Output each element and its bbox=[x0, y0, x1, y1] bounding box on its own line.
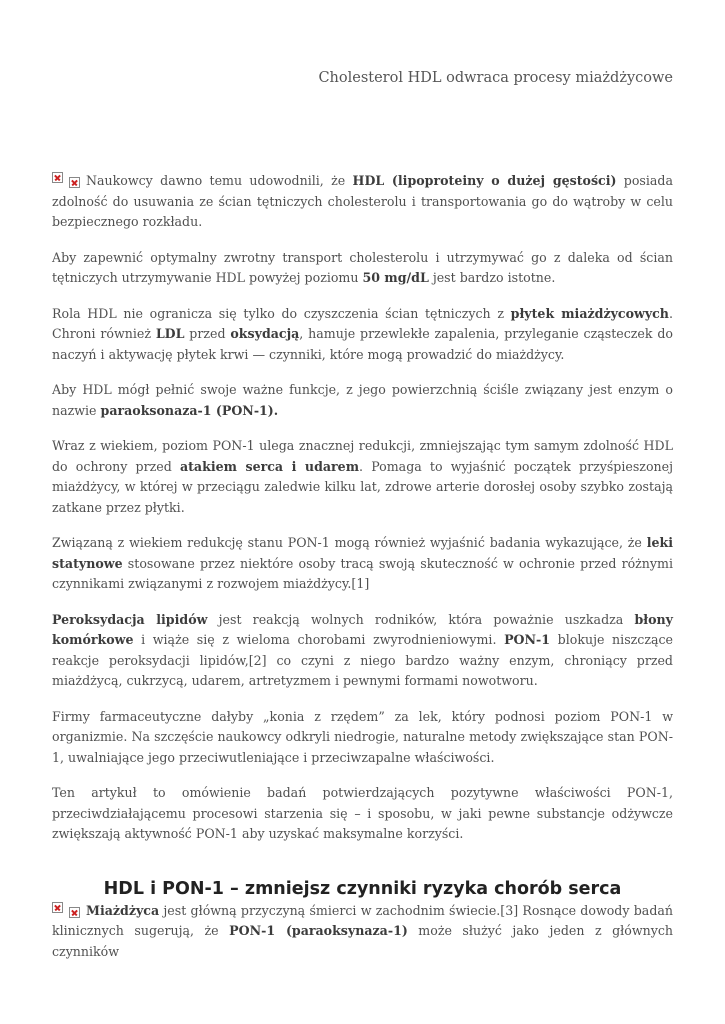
paragraph-article-summary: Ten artykuł to omówienie badań potwierdzających pozytywne właściwości PON-1, przeciwdziałającemu procesowi starzenia się – i sposobu, w jaki pewne substancje odżywcze zwiększają aktywność PON-1 aby uzyskać maksymalne korzyści. bbox=[52, 785, 673, 841]
paragraph-pon1-enzyme: Aby HDL mógł pełnić swoje ważne funkcje, z jego powierzchnią ściśle związany jest enzym o nazwie paraoksonaza-1 (PON-1). bbox=[52, 382, 673, 418]
page-header-title: Cholesterol HDL odwraca procesy miażdżycowe bbox=[318, 70, 673, 86]
paragraph-intro: Naukowcy dawno temu udowodnili, że HDL (lipoproteiny o dużej gęstości) posiada zdolność do usuwania ze ścian tętniczych cholesterolu i transportowania go do wątroby w celu bezpiecznego rozkładu. bbox=[52, 173, 673, 229]
paragraph-peroxidation: Peroksydacja lipidów jest reakcją wolnych rodników, która poważnie uszkadza błony komórkowe i wiąże się z wieloma chorobami zwyrodnieniowymi. PON-1 blokuje niszczące reakcje peroksydacji lipidów,[2] co czyni z niego bardzo ważny enzym, chroniący przed miażdżycą, cukrzycą, udarem, artretyzmem i pewnymi formami nowotworu. bbox=[52, 611, 673, 688]
broken-image-icon bbox=[52, 172, 63, 183]
broken-image-icon bbox=[69, 177, 80, 188]
broken-image-icon bbox=[52, 902, 63, 913]
paragraph-atherosclerosis: Miażdżyca jest główną przyczyną śmierci w zachodnim świecie.[3] Rosnące dowody badań klinicznych sugerują, że PON-1 (paraoksynaza-1) może służyć jako jeden z głównych czynników bbox=[52, 902, 674, 959]
article-body bbox=[52, 171, 673, 962]
paragraph-pon1-aging: Wraz z wiekiem, poziom PON-1 ulega znacznej redukcji, zmniejszając tym samym zdolność HDL do ochrony przed atakiem serca i udarem. Pomaga to wyjaśnić początek przyśpieszonej miażdżycy, w której w przeciągu zaledwie kilku lat, zdrowe arterie dorosłej osoby szybko zostają zatkane przez płytki. bbox=[52, 438, 673, 515]
broken-image-icon bbox=[69, 907, 80, 918]
paragraph-hdl-role: Rola HDL nie ogranicza się tylko do czyszczenia ścian tętniczych z płytek miażdżycowych. Chroni również LDL przed oksydacją, hamuje przewlekłe zapalenia, przyleganie cząsteczek do naczyń i aktywację płytek krwi — czynniki, które mogą prowadzić do miażdżycy. bbox=[52, 305, 673, 362]
paragraph-pharma: Firmy farmaceutyczne dałyby „konia z rzędem” za lek, który podnosi poziom PON-1 w organizmie. Na szczęście naukowcy odkryli niedrogie, naturalne metody zwiększające stan PON-1, uwalniające jego przeciwutleniające i przeciwzapalne właściwości. bbox=[52, 708, 673, 765]
paragraph-statins: Związaną z wiekiem redukcję stanu PON-1 mogą również wyjaśnić badania wykazujące, że leki statynowe stosowane przez niektóre osoby tracą swoją skuteczność w ochronie przed różnymi czynnikami związanymi z rozwojem miażdżycy.[1] bbox=[52, 535, 673, 591]
section-heading: HDL i PON-1 – zmniejsz czynniki ryzyka chorób serca bbox=[103, 878, 622, 899]
paragraph-hdl-level: Aby zapewnić optymalny zwrotny transport cholesterolu i utrzymywać go z daleka od ścian tętniczych utrzymywanie HDL powyżej poziomu 50 mg/dL jest bardzo istotne. bbox=[52, 249, 673, 285]
